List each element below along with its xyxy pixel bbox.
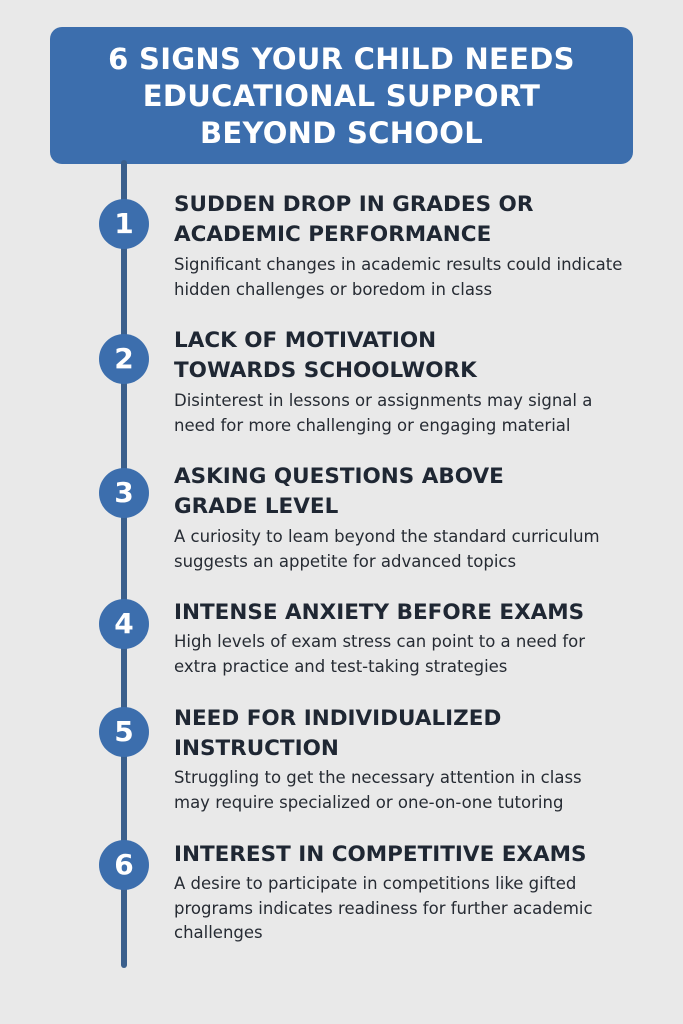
item-desc-1-line-2: hidden challenges or boredom in class (174, 279, 493, 299)
item-desc-4-line-1: High levels of exam stress can point to a need for (174, 632, 586, 651)
item-desc-1 (174, 253, 622, 302)
item-desc-4 (174, 630, 585, 679)
item-desc-3-line-2: suggests an appetite for advanced topics (174, 551, 517, 571)
item-desc-5-line-2: may require specialized or one-on-one tutoring (174, 792, 564, 812)
item-title-5-line-1: NEED FOR INDIVIDUALIZED (174, 706, 502, 731)
item-desc-4-line-2: extra practice and test-taking strategies (174, 656, 508, 676)
item-title-5-line-2: INSTRUCTION (174, 736, 339, 761)
number-badge-4: 4 (99, 599, 149, 649)
item-title-3 (174, 462, 504, 522)
item-desc-2 (174, 389, 592, 438)
item-desc-3 (174, 525, 600, 574)
item-title-2-line-1: LACK OF MOTIVATION (174, 328, 437, 353)
item-desc-6-line-2: programs indicates readiness for further academic (174, 898, 593, 918)
item-desc-1-line-1: Significant changes in academic results could indicate (174, 255, 623, 274)
item-title-3-line-2: GRADE LEVEL (174, 494, 339, 519)
header-title-line-2: EDUCATIONAL SUPPORT (142, 79, 541, 113)
item-desc-6-line-1: A desire to participate in competitions like gifted (174, 874, 577, 893)
item-title-6 (174, 840, 587, 870)
number-badge-3: 3 (99, 468, 149, 518)
item-title-2 (174, 326, 477, 386)
item-desc-3-line-1: A curiosity to leam beyond the standard curriculum (174, 527, 600, 546)
item-title-4 (174, 598, 584, 628)
header-title-line-1: 6 SIGNS YOUR CHILD NEEDS (108, 42, 575, 76)
item-desc-6 (174, 872, 593, 946)
item-title-4-line-1: INTENSE ANXIETY BEFORE EXAMS (174, 600, 585, 625)
item-title-2-line-2: TOWARDS SCHOOLWORK (174, 358, 477, 383)
number-badge-6: 6 (99, 840, 149, 890)
header-title-line-3: BEYOND SCHOOL (199, 116, 484, 150)
item-title-1-line-1: SUDDEN DROP IN GRADES OR (174, 192, 534, 217)
item-desc-5 (174, 766, 582, 815)
number-badge-5: 5 (99, 707, 149, 757)
number-badge-1: 1 (99, 199, 149, 249)
item-title-3-line-1: ASKING QUESTIONS ABOVE (174, 464, 504, 489)
item-title-5 (174, 704, 501, 764)
item-desc-6-line-3: challenges (174, 923, 263, 942)
number-badge-2: 2 (99, 334, 149, 384)
item-title-6-line-1: INTEREST IN COMPETITIVE EXAMS (174, 842, 587, 867)
header-banner (50, 27, 633, 164)
item-desc-2-line-1: Disinterest in lessons or assignments may signal a (174, 391, 593, 410)
item-desc-2-line-2: need for more challenging or engaging material (174, 415, 571, 435)
item-desc-5-line-1: Struggling to get the necessary attention in class (174, 768, 582, 787)
item-title-1-line-2: ACADEMIC PERFORMANCE (174, 222, 492, 247)
item-title-1 (174, 190, 533, 250)
